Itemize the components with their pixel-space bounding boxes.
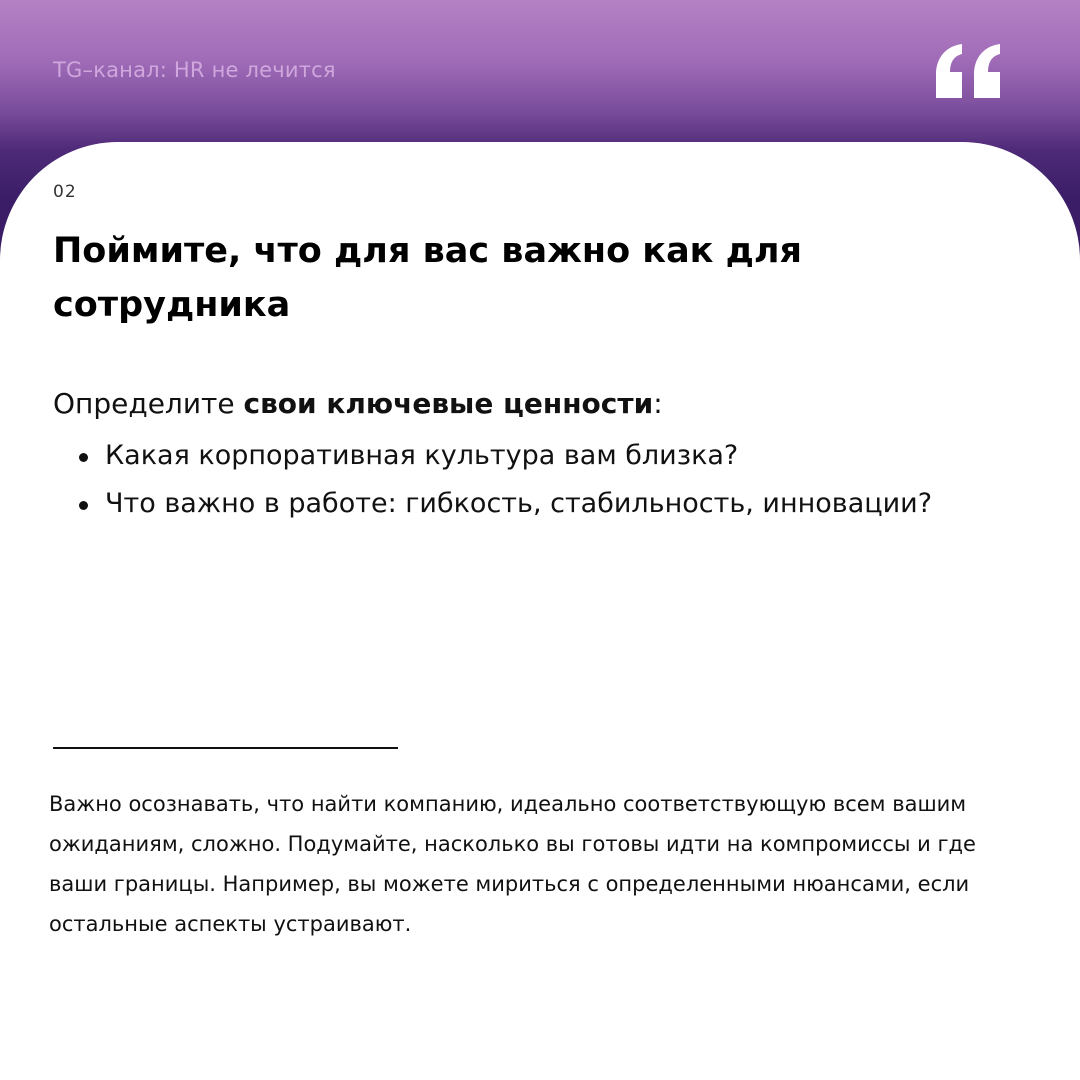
- bullet-text: Что важно в работе: гибкость, стабильность, инновации?: [105, 488, 933, 519]
- intro-suffix: :: [653, 387, 663, 420]
- bullet-text: Какая корпоративная культура вам близка?: [105, 440, 739, 471]
- quote-icon: [932, 40, 1004, 104]
- bullet-list: [53, 432, 932, 528]
- slide-title: Поймите, что для вас важно как для сотрудника: [53, 231, 802, 325]
- intro-text: [53, 384, 663, 424]
- channel-label: TG–канал: HR не лечится: [53, 58, 336, 82]
- intro-bold: свои ключевые ценности: [243, 387, 654, 420]
- list-item: [53, 432, 932, 480]
- bullet-dot-icon: [79, 453, 88, 462]
- bullet-dot-icon: [79, 501, 88, 510]
- list-item: [53, 480, 932, 528]
- note-paragraph: Важно осознавать, что найти компанию, идеально соответствующую всем вашим ожиданиям, сложно. Подумайте, насколько вы готовы идти на компромиссы и где ваши границы. Например, вы можете мириться с определенными нюансами, если остальные аспекты устраивают.: [49, 792, 976, 936]
- divider: [53, 747, 398, 749]
- slide-number: 02: [53, 182, 77, 202]
- intro-prefix: Определите: [53, 387, 244, 420]
